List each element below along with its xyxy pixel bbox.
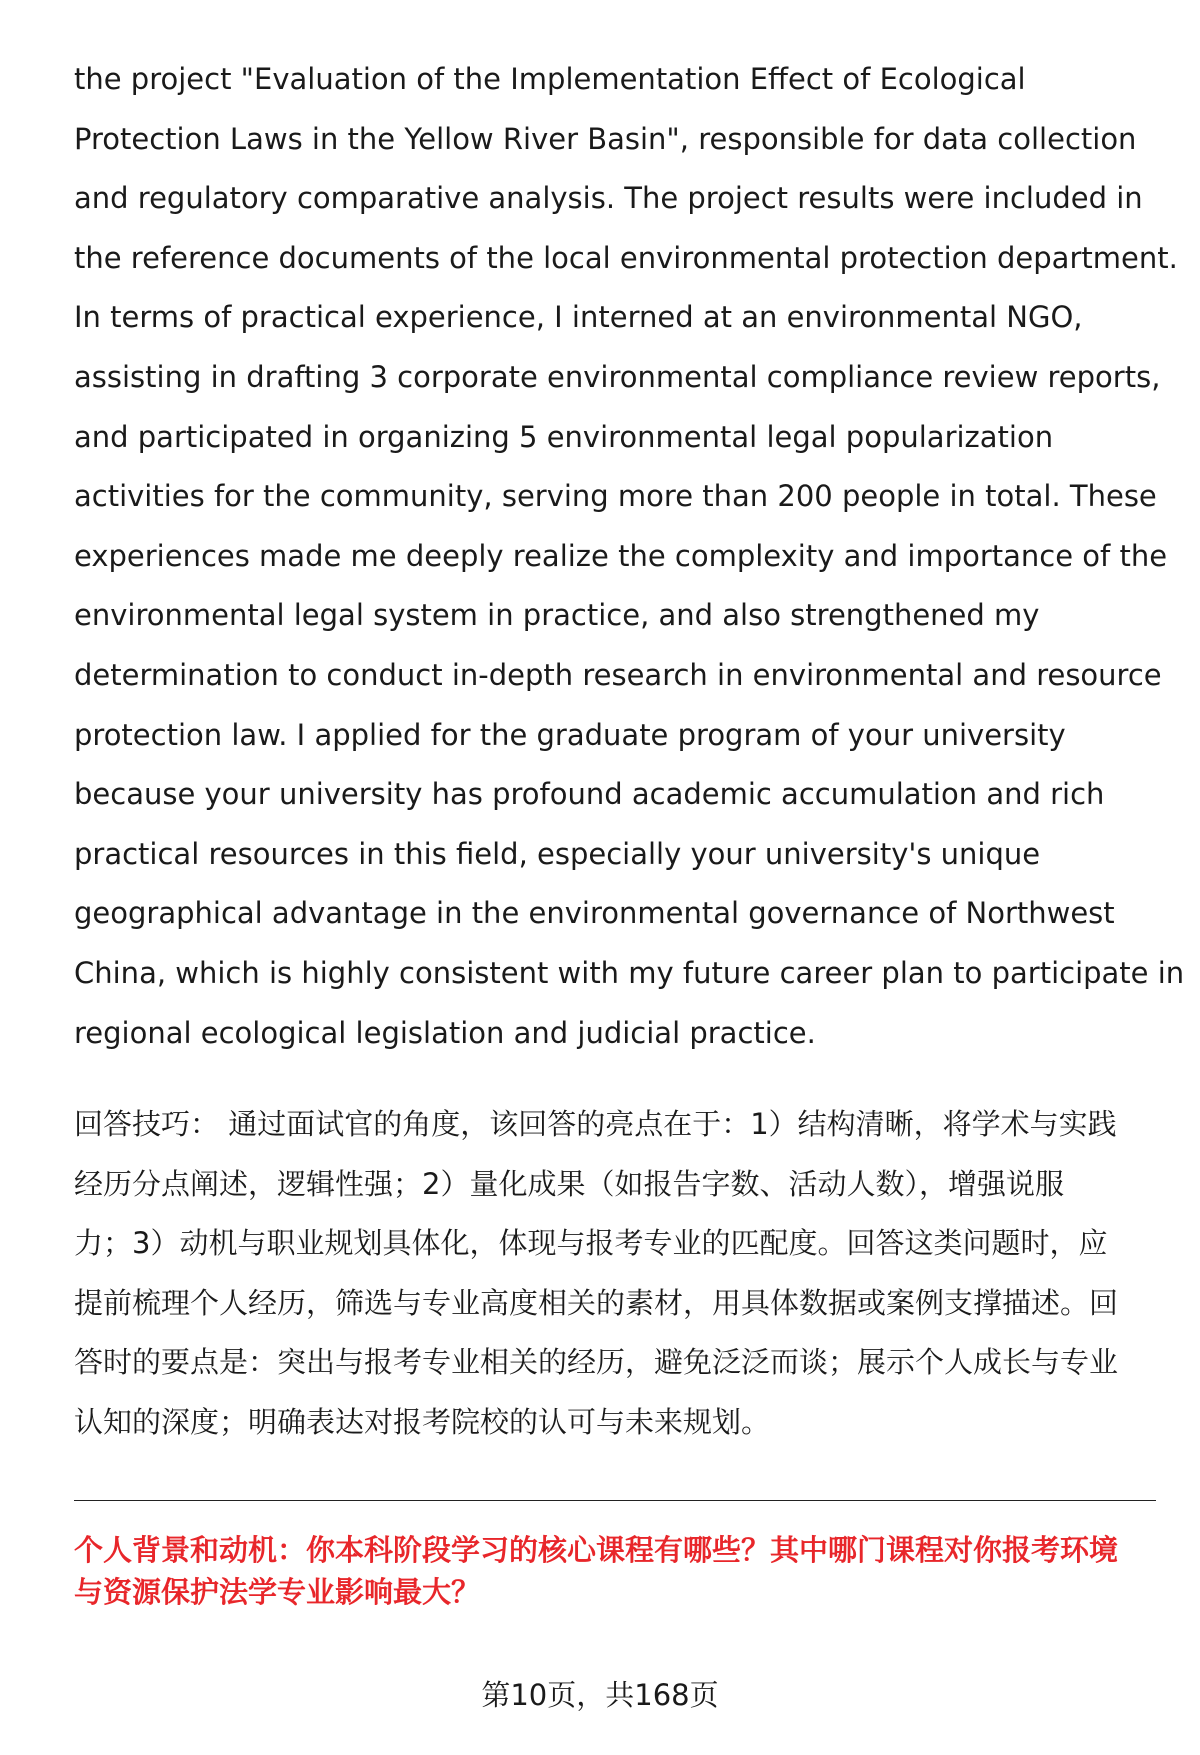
- answer-line: environmental legal system in practice, and also strengthened my: [74, 598, 1040, 633]
- answer-line: practical resources in this field, especially your university's unique: [74, 836, 1041, 871]
- answer-body-paragraph: [74, 50, 1185, 1063]
- answer-line: regional ecological legislation and judicial practice.: [74, 1015, 816, 1050]
- answer-tips-paragraph: [74, 1095, 1154, 1452]
- tips-line: 提前梳理个人经历，筛选与专业高度相关的素材，用具体数据或案例支撑描述。回: [74, 1285, 1119, 1320]
- answer-line: and participated in organizing 5 environmental legal popularization: [74, 419, 1054, 454]
- answer-line: activities for the community, serving more than 200 people in total. These: [74, 479, 1157, 514]
- answer-line: and regulatory comparative analysis. The project results were included in: [74, 181, 1143, 216]
- answer-line: China, which is highly consistent with my future career plan to participate in: [74, 955, 1185, 990]
- answer-line: the project "Evaluation of the Implementation Effect of Ecological: [74, 62, 1026, 96]
- answer-line: experiences made me deeply realize the complexity and importance of the: [74, 538, 1168, 573]
- answer-line: In terms of practical experience, I interned at an environmental NGO,: [74, 300, 1083, 335]
- question-heading: [74, 1529, 1164, 1613]
- question-line: 个人背景和动机：你本科阶段学习的核心课程有哪些？其中哪门课程对你报考环境: [74, 1533, 1119, 1567]
- answer-line: geographical advantage in the environmental governance of Northwest: [74, 896, 1115, 931]
- tips-line: 回答技巧： 通过面试官的角度，该回答的亮点在于：1）结构清晰，将学术与实践: [74, 1107, 1117, 1141]
- answer-line: because your university has profound academic accumulation and rich: [74, 777, 1105, 812]
- tips-line: 力；3）动机与职业规划具体化，体现与报考专业的匹配度。回答这类问题时，应: [74, 1226, 1108, 1260]
- page-number: 第10页，共168页: [481, 1678, 719, 1712]
- section-divider: [74, 1500, 1156, 1501]
- tips-line: 认知的深度；明确表达对报考院校的认可与未来规划。: [74, 1404, 771, 1439]
- answer-line: the reference documents of the local environmental protection department.: [74, 240, 1178, 275]
- answer-line: assisting in drafting 3 corporate environmental compliance review reports,: [74, 359, 1161, 394]
- answer-line: Protection Laws in the Yellow River Basin", responsible for data collection: [74, 121, 1137, 156]
- question-line: 与资源保护法学专业影响最大？: [74, 1575, 481, 1609]
- tips-line: 经历分点阐述，逻辑性强；2）量化成果（如报告字数、活动人数），增强说服: [74, 1166, 1064, 1201]
- answer-line: determination to conduct in-depth research in environmental and resource: [74, 657, 1162, 692]
- tips-line: 答时的要点是：突出与报考专业相关的经历，避免泛泛而谈；展示个人成长与专业: [74, 1345, 1119, 1379]
- answer-line: protection law. I applied for the graduate program of your university: [74, 717, 1066, 752]
